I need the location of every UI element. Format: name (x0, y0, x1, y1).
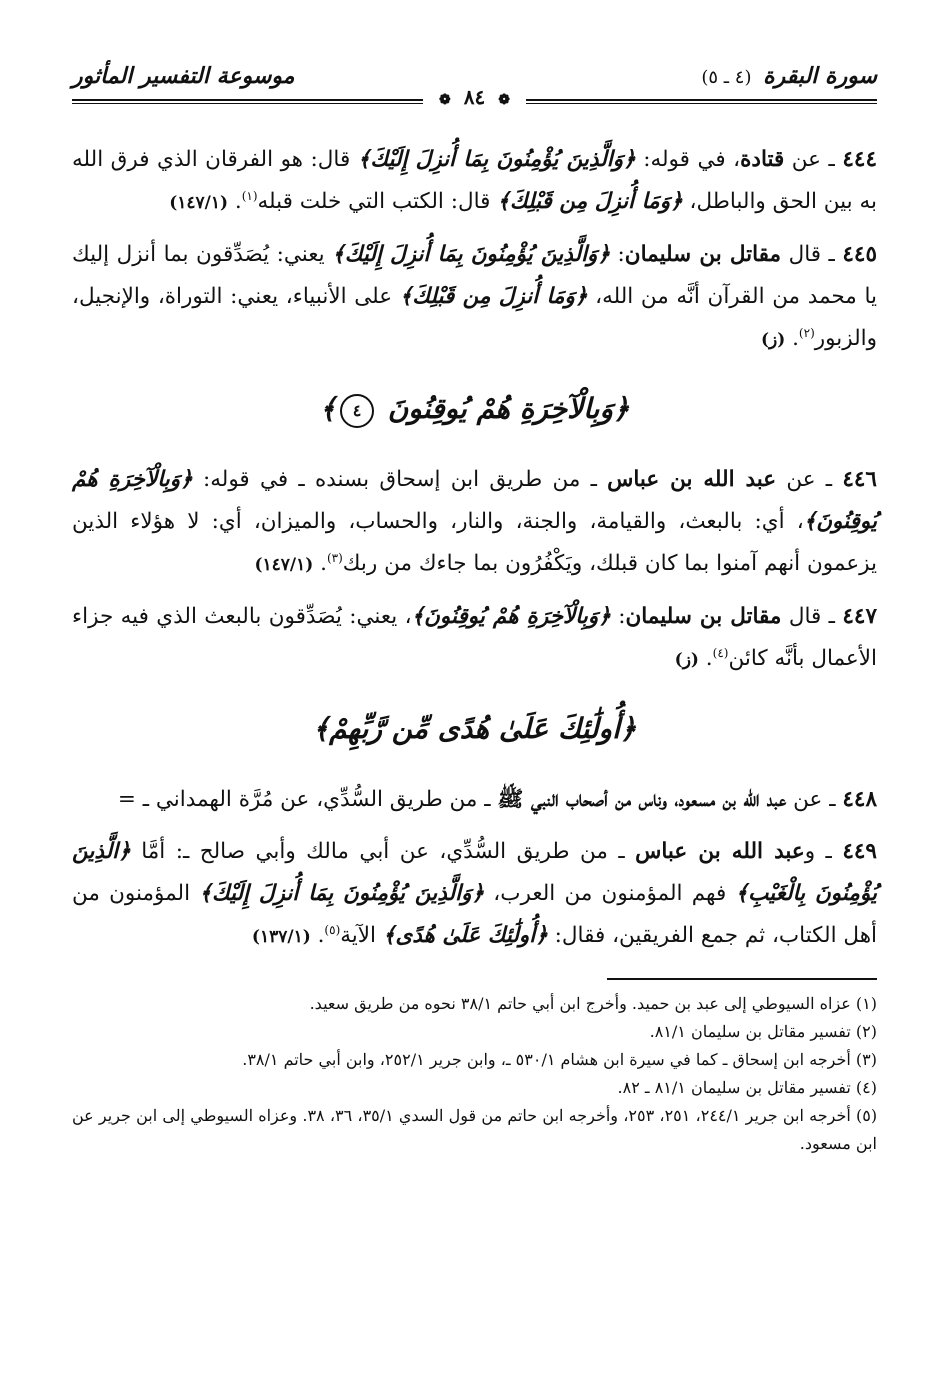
narrator-name: مقاتل بن سليمان (625, 604, 782, 629)
entry-444 (72, 139, 877, 224)
entry-text: المؤمنون من أهل الكتاب، ثم جمع الفريقين، فقال: (72, 881, 877, 948)
footnotes (72, 990, 877, 1158)
entry-number: ٤٤٦ (842, 467, 877, 492)
ayah-number-marker: ٤ (340, 394, 374, 428)
ornament-icon: ❁ (498, 92, 510, 108)
footnote-2: (٢) تفسير مقاتل بن سليمان ٨١/١. (649, 1022, 877, 1041)
volume-reference: (ز) (674, 650, 699, 670)
quran-quote: ﴿الَّذِينَ يُؤْمِنُونَ بِالْغَيْبِ﴾ (72, 839, 877, 906)
entry-text: ، في قوله: (635, 147, 741, 172)
footnote-marker[interactable]: (٣) (326, 550, 343, 565)
quran-quote: ﴿وَبِالْآخِرَةِ هُمْ يُوقِنُونَ﴾ (72, 467, 877, 534)
page-header (72, 55, 877, 111)
entry-text: . (310, 923, 325, 948)
entry-448 (72, 779, 877, 821)
footnote-marker[interactable]: (٢) (798, 325, 815, 340)
quran-quote: ﴿وَمَا أُنزِلَ مِن قَبْلِكَ﴾ (497, 189, 683, 214)
entry-number: ٤٤٨ (842, 787, 877, 812)
entry-text: ـ و (804, 839, 832, 864)
page (72, 55, 877, 1355)
entry-text: ـ عن (784, 147, 835, 172)
entry-number: ٤٤٧ (842, 604, 878, 629)
narrator-name: قتادة (740, 147, 785, 172)
entry-text: ـ قال (781, 242, 835, 267)
volume-reference: (١٤٧/١) (169, 193, 229, 213)
volume-reference: (١٣٧/١) (251, 927, 311, 947)
verse-range: (٤ ـ ٥) (701, 67, 752, 88)
entry-text: . (313, 551, 327, 576)
entry-text: قال: هو الفرقان الذي فرق الله به بين الحق والباطل، (72, 147, 877, 214)
quran-quote: ﴿أُولَٰئِكَ عَلَىٰ هُدًى﴾ (382, 923, 548, 948)
entry-text: على الأنبياء، يعني: التوراة، والإنجيل، والزبور (72, 284, 877, 351)
entry-text: ـ من طريق ابن إسحاق بسنده ـ في قوله: (192, 467, 608, 492)
entry-text: ـ قال (781, 604, 835, 629)
entry-number: ٤٤٩ (842, 839, 877, 864)
footnote-5: (٥) أخرجه ابن جرير ٢٤٤/١، ٢٥١، ٢٥٣، وأخرجه ابن حاتم من قول السدي ٣٥/١، ٣٦، ٣٨. وعزاه السيوطي إلى ابن جرير عن ابن مسعود. (72, 1106, 878, 1153)
narrator-name: عبد الله بن مسعود، وناس من أصحاب النبي ﷺ (497, 787, 787, 812)
entry-text: قال: الكتب التي خلت قبله (257, 189, 498, 214)
quran-quote: ﴿وَالَّذِينَ يُؤْمِنُونَ بِمَا أُنزِلَ إِلَيْكَ﴾ (199, 881, 485, 906)
footnote-4: (٤) تفسير مقاتل بن سليمان ٨١/١ ـ ٨٢. (617, 1078, 877, 1097)
quran-quote: ﴿وَالَّذِينَ يُؤْمِنُونَ بِمَا أُنزِلَ إِلَيْكَ﴾ (332, 242, 611, 267)
entry-text: يعني: يُصَدِّقون بما أنزل إليك يا محمد من القرآن أنَّه من الله، (72, 242, 877, 309)
entry-text: . (698, 646, 713, 671)
entry-text: ، يعني: يُصَدِّقون بالبعث الذي فيه جزاء الأعمال بأنَّه كائن (72, 604, 877, 671)
narrator-name: عبد الله بن عباس (607, 467, 777, 492)
footnote-marker[interactable]: (١) (241, 188, 258, 203)
verse-text: ﴿وَبِالْآخِرَةِ هُمْ يُوقِنُونَ (387, 392, 630, 425)
narrator-name: مقاتل بن سليمان (624, 242, 782, 267)
surah-name: سورة البقرة (763, 63, 877, 89)
entry-text: الآية (340, 923, 383, 948)
entry-text: : (610, 604, 626, 629)
main-content (72, 139, 877, 1158)
footnote-separator (607, 978, 877, 980)
verse-heading-5 (72, 707, 877, 751)
entry-text: فهم المؤمنون من العرب، (484, 881, 736, 906)
ornament-icon: ❁ (439, 92, 451, 108)
entry-text: ، أي: بالبعث، والقيامة، والجنة، والنار، والحساب، والميزان، أي: لا هؤلاء الذين يزعمون أنهم آمنوا بما كان قبلك، ويَكْفُرُون بما جاءك من ربك (72, 509, 877, 576)
entry-445 (72, 234, 877, 361)
verse-heading-4 (72, 387, 877, 431)
page-number-box (423, 85, 526, 109)
quran-quote: ﴿وَالَّذِينَ يُؤْمِنُونَ بِمَا أُنزِلَ إِلَيْكَ﴾ (357, 147, 636, 172)
verse-bracket: ﴾ (319, 392, 336, 425)
narrator-name: عبد الله بن عباس (635, 839, 805, 864)
entry-449 (72, 831, 877, 958)
entry-text: ـ عن (776, 467, 833, 492)
quran-quote: ﴿وَبِالْآخِرَةِ هُمْ يُوقِنُونَ﴾ (411, 604, 611, 629)
entry-446 (72, 459, 877, 586)
entry-text: ـ عن (786, 787, 836, 812)
entry-text: : (610, 242, 625, 267)
entry-text: . (785, 326, 799, 351)
footnote-1: (١) عزاه السيوطي إلى عبد بن حميد. وأخرج ابن أبي حاتم ٣٨/١ نحوه من طريق سعيد. (309, 994, 877, 1013)
entry-text: ـ من طريق السُّدِّي، عن مُرَّة الهمداني ـ = (117, 787, 498, 812)
page-number: ٨٤ (463, 85, 486, 109)
book-title: موسوعة التفسير المأثور (72, 63, 295, 89)
volume-reference: (ز) (760, 330, 786, 350)
entry-text: . (228, 189, 242, 214)
footnote-marker[interactable]: (٤) (712, 645, 729, 660)
quran-quote: ﴿وَمَا أُنزِلَ مِن قَبْلِكَ﴾ (399, 284, 588, 309)
footnote-marker[interactable]: (٥) (324, 922, 341, 937)
volume-reference: (١٤٧/١) (254, 555, 314, 575)
verse-text: ﴿أُولَٰئِكَ عَلَىٰ هُدًى مِّن رَّبِّهِمْ﴾ (312, 712, 637, 745)
entry-447 (72, 596, 877, 681)
footnote-3: (٣) أخرجه ابن إسحاق ـ كما في سيرة ابن هشام ٥٣٠/١ ـ، وابن جرير ٢٥٢/١، وابن أبي حاتم ٣٨/١. (242, 1050, 877, 1069)
entry-number: ٤٤٥ (842, 242, 877, 267)
entry-text: ـ من طريق السُّدِّي، عن أبي مالك وأبي صالح ـ: أمَّا (130, 839, 636, 864)
entry-number: ٤٤٤ (842, 147, 877, 172)
